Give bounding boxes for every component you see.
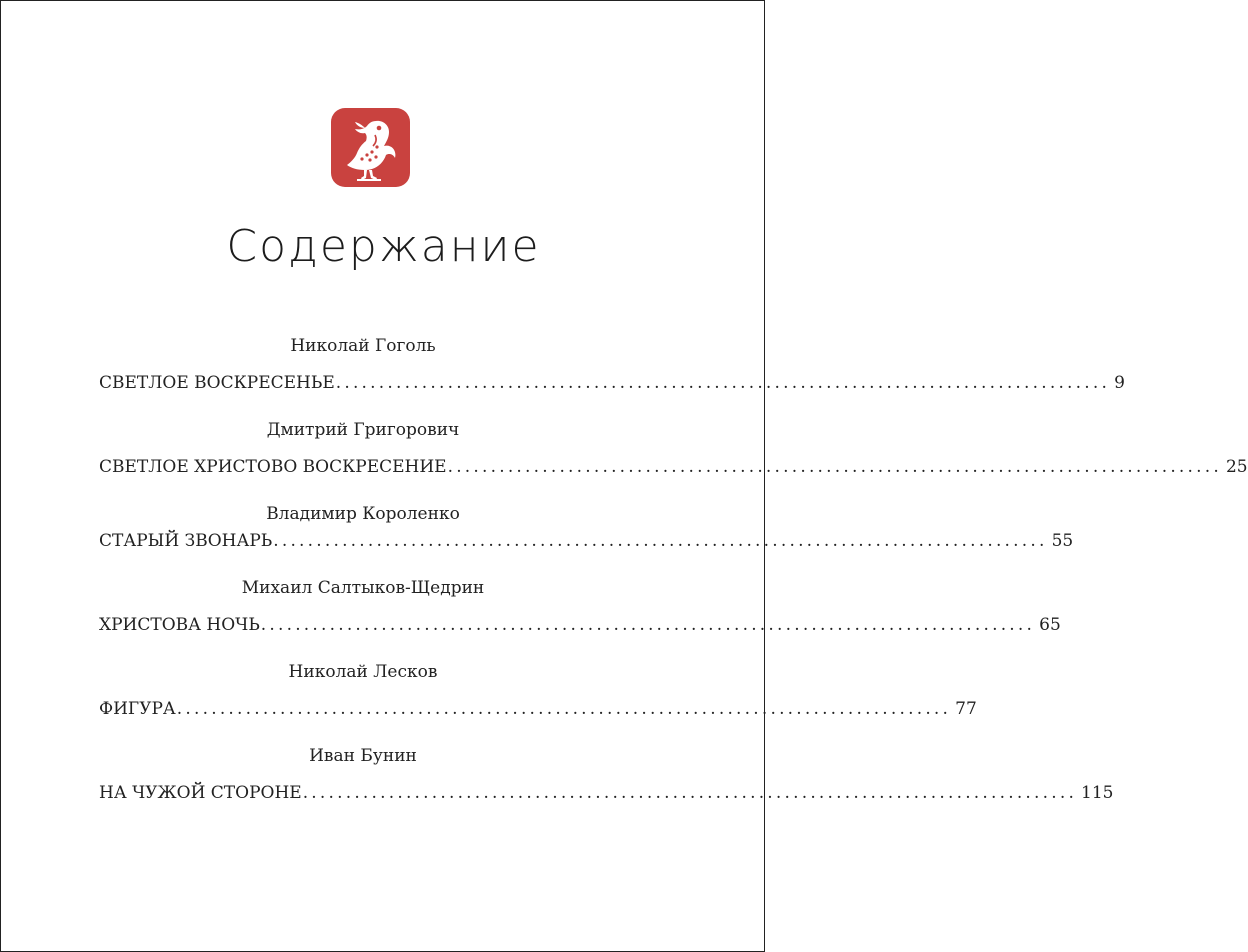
toc-author: Иван Бунин bbox=[309, 746, 417, 766]
leader-dots: .......................................................................................... bbox=[176, 699, 952, 719]
toc-page-number: 65 bbox=[1039, 615, 1061, 635]
page-title: Содержание bbox=[226, 221, 541, 272]
leader-dots: .......................................................................................... bbox=[447, 457, 1222, 477]
toc-author: Николай Лесков bbox=[288, 662, 438, 682]
toc-entry[interactable] bbox=[99, 696, 977, 722]
toc-author: Владимир Короленко bbox=[266, 504, 460, 524]
toc-page-number: 9 bbox=[1114, 373, 1125, 393]
toc-entry-title: ХРИСТОВА НОЧЬ bbox=[99, 615, 260, 635]
table-of-contents bbox=[99, 334, 1248, 806]
toc-entry[interactable] bbox=[99, 370, 1125, 396]
toc-entry[interactable] bbox=[99, 528, 1074, 554]
leader-dots: .......................................................................................... bbox=[260, 615, 1036, 635]
toc-page-number: 115 bbox=[1081, 783, 1114, 803]
leader-dots: .......................................................................................... bbox=[335, 373, 1111, 393]
toc-entry-title: СВЕТЛОЕ ВОСКРЕСЕНЬЕ bbox=[99, 373, 335, 393]
toc-entry-title: СТАРЫЙ ЗВОНАРЬ bbox=[99, 531, 273, 551]
toc-entry[interactable] bbox=[99, 612, 1061, 638]
toc-entry-title: ФИГУРА bbox=[99, 699, 176, 719]
toc-entry[interactable] bbox=[99, 780, 1114, 806]
toc-author: Михаил Салтыков-Щедрин bbox=[241, 578, 485, 598]
leader-dots: .......................................................................................... bbox=[302, 783, 1078, 803]
leader-dots: .......................................................................................... bbox=[273, 531, 1048, 551]
toc-page-number: 55 bbox=[1051, 531, 1074, 551]
toc-page-number: 77 bbox=[955, 699, 977, 719]
toc-entry-title: НА ЧУЖОЙ СТОРОНЕ bbox=[99, 783, 302, 803]
toc-author: Дмитрий Григорович bbox=[266, 420, 460, 440]
bird-emblem-icon bbox=[331, 108, 410, 187]
toc-entry-title: СВЕТЛОЕ ХРИСТОВО ВОСКРЕСЕНИЕ bbox=[99, 457, 447, 477]
toc-page-number: 25 bbox=[1225, 457, 1248, 477]
toc-entry[interactable] bbox=[99, 454, 1248, 480]
toc-author: Николай Гоголь bbox=[290, 336, 436, 356]
